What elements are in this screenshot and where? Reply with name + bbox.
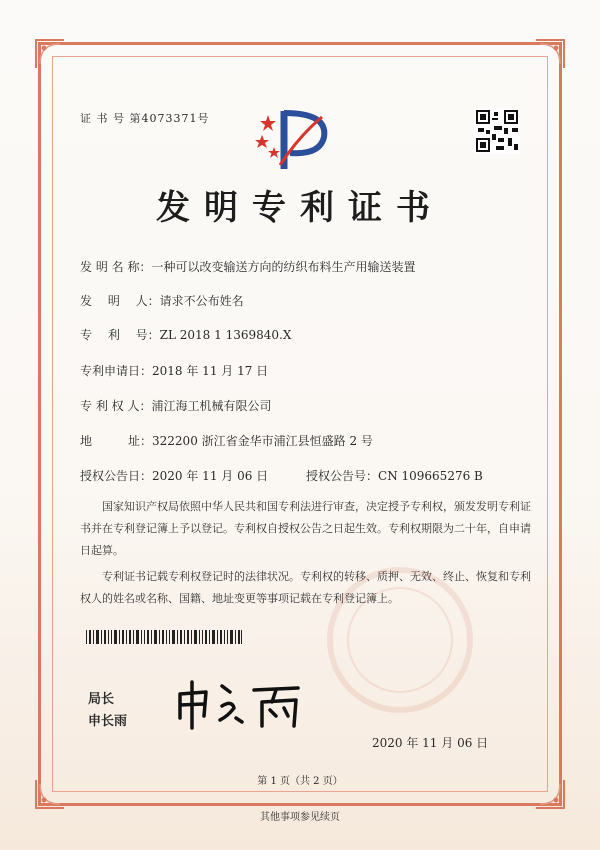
director-title: 局长: [88, 692, 115, 707]
grant-pub-no-row: [306, 467, 483, 484]
inventor-label: 发 明 人：: [80, 294, 160, 308]
certificate-number: 证 书 号 第4073371号: [80, 112, 210, 125]
address-value: 322200 浙江省金华市浦江县恒盛路 2 号: [152, 434, 373, 448]
invention-name-label: 发 明 名 称：: [80, 260, 152, 274]
patentee-label: 专 利 权 人：: [80, 399, 152, 413]
patent-number-label: 专 利 号：: [80, 328, 160, 342]
address-label: 地 址：: [80, 434, 153, 448]
patentee-row: [80, 397, 271, 414]
grant-date-label: 授权公告日：: [80, 469, 153, 483]
certificate-title: 发明专利证书: [156, 188, 444, 228]
filing-date-label: 专利申请日：: [80, 364, 153, 378]
inventor-value: 请求不公布姓名: [159, 294, 244, 308]
grant-date-value: 2020 年 11 月 06 日: [152, 469, 269, 483]
qr-code-icon: [474, 108, 520, 154]
issue-date: 2020 年 11 月 06 日: [372, 736, 489, 750]
corner-ornament-icon: [534, 38, 566, 70]
patent-number-row: [80, 326, 291, 343]
signature-icon: [172, 672, 312, 732]
address-row: [80, 432, 373, 449]
filing-date-row: [80, 362, 268, 379]
inventor-row: [80, 292, 244, 309]
legal-status-paragraph: 专利证书记载专利权登记时的法律状况。专利权的转移、质押、无效、终止、恢复和专利权人的姓名或名称、国籍、地址变更等事项记载在专利登记簿上。: [80, 570, 531, 605]
grant-date-row: [80, 467, 268, 484]
page-indicator: 第 1 页（共 2 页）: [257, 776, 343, 787]
seal-watermark-icon: [300, 560, 500, 720]
invention-name-value: 一种可以改变输送方向的纺织布料生产用输送装置: [151, 260, 416, 274]
director-name: 申长雨: [88, 714, 128, 729]
footer-note: 其他事项参见续页: [260, 812, 340, 823]
filing-date-value: 2018 年 11 月 17 日: [152, 364, 269, 378]
barcode-icon: [86, 630, 242, 644]
invention-name-row: [80, 258, 415, 275]
patent-number-value: ZL 2018 1 1369840.X: [159, 328, 292, 342]
patentee-value: 浦江海工机械有限公司: [151, 399, 272, 413]
grant-pub-no-label: 授权公告号：: [306, 469, 379, 483]
corner-ornament-icon: [34, 38, 66, 70]
grant-statement-paragraph: 国家知识产权局依照中华人民共和国专利法进行审查，决定授予专利权，颁发发明专利证书并在专利登记簿上予以登记。专利权自授权公告之日起生效。专利权期限为二十年，自申请日起算。: [80, 500, 531, 557]
grant-pub-no-value: CN 109665276 B: [378, 469, 483, 483]
cnipa-logo-icon: [250, 105, 340, 175]
